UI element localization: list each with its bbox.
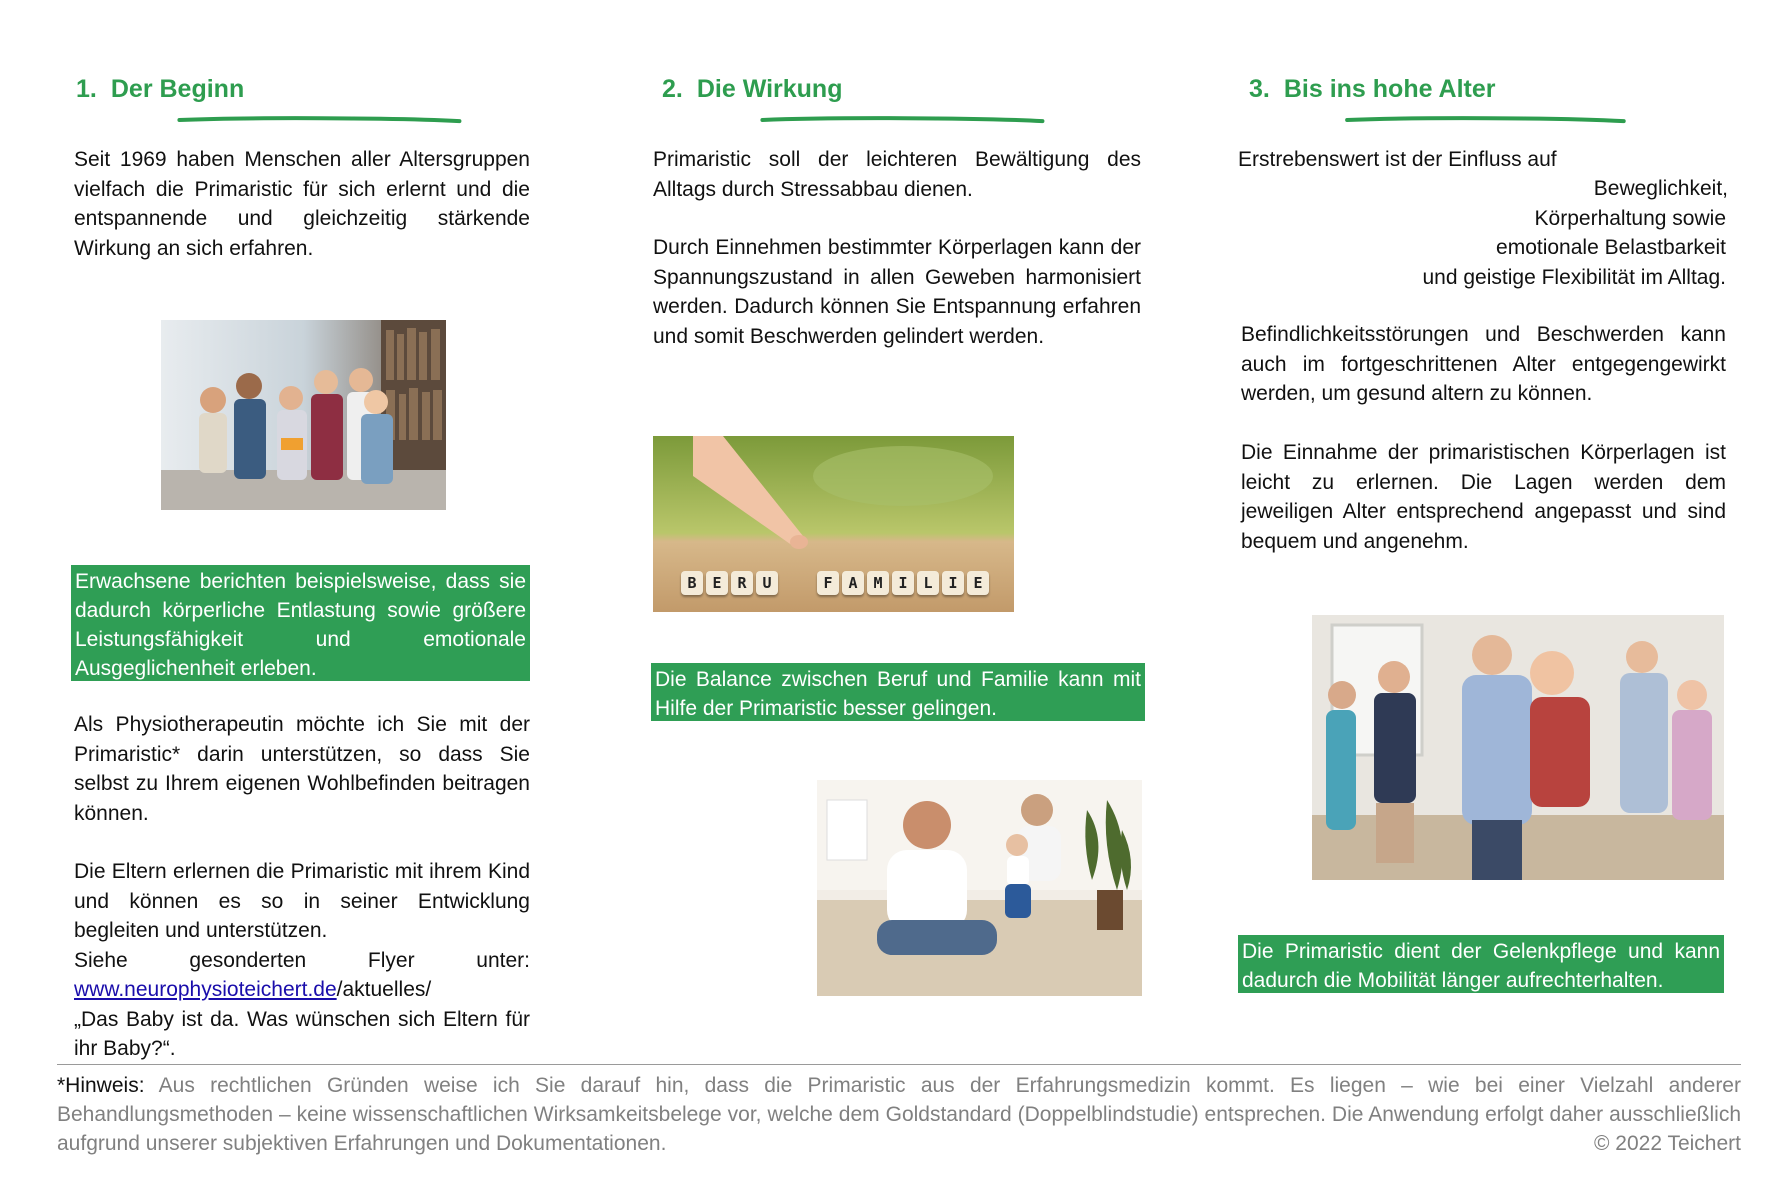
dice-letter: B (681, 571, 703, 595)
copyright-notice: © 2022 Teichert (1593, 1132, 1741, 1155)
section-3-title: Bis ins hohe Alter (1283, 75, 1496, 103)
section-2-heading (662, 75, 842, 104)
dice-word-2 (817, 571, 992, 595)
section-3-heading (1249, 75, 1495, 104)
list-item-belastbarkeit: emotionale Belastbarkeit (1496, 236, 1726, 259)
section-2-highlight-box: Die Balance zwischen Beruf und Familie kann mit Hilfe der Primaristic besser gelingen. (651, 663, 1145, 721)
section-1-highlight-box: Erwachsene berichten beispielsweise, dass sie dadurch körperliche Entlastung sowie größere Leistungsfähigkeit und emotionale Ausgeglichenheit erleben. (71, 565, 530, 681)
dice-letter: A (842, 571, 864, 595)
dice-letter: R (731, 571, 753, 595)
section-2-paragraph-1: Primaristic soll der leichteren Bewältigung des Alltags durch Stressabbau dienen. (653, 148, 1141, 201)
see-flyer-text: Siehe gesonderten Flyer unter: (74, 948, 530, 972)
dice-letter: E (706, 571, 728, 595)
list-item-beweglichkeit: Beweglichkeit, (1593, 177, 1728, 200)
parents-paragraph: Die Eltern erlernen die Primaristic mit ihrem Kind und können es so in seiner Entwicklung begleiten und unterstützen. (74, 860, 530, 942)
flyer-title: „Das Baby ist da. Was wünschen sich Eltern für ihr Baby?“. (74, 1007, 530, 1060)
section-1-physio-text: Als Physiotherapeutin möchte ich Sie mit der Primaristic* darin unterstützen, so dass Sie selbst zu Ihrem eigenen Wohlbefinden beitragen können. (74, 713, 530, 825)
section-3-paragraph-3: Die Einnahme der primaristischen Körperlagen ist leicht zu erlernen. Die Lagen werden dem jeweiligen Alter entsprechend angepasst und sind bequem und angenehm. (1241, 441, 1726, 553)
section-3-intro: Erstrebenswert ist der Einfluss auf (1238, 148, 1557, 171)
disclaimer-label: *Hinweis: (57, 1074, 145, 1097)
seniors-dancing-photo (1312, 615, 1724, 880)
section-3-underline (1241, 116, 1731, 124)
section-1-heading (76, 75, 244, 104)
website-link[interactable]: www.neurophysioteichert.de (74, 978, 337, 1001)
section-1-title: Der Beginn (110, 75, 245, 103)
section-3-number: 3. (1249, 75, 1270, 103)
disclaimer-text: Aus rechtlichen Gründen weise ich Sie darauf hin, dass die Primaristic aus der Erfahrungsmedizin kommt. Es liegen – wie bei einer Vielzahl anderer Behandlungsmethoden – keine wissenschaftlichen Wirksamkeitsbelege vor, welche dem Goldstandard (Doppelblindstudie) entsprechen. Die Anwendung erfolgt daher ausschließlich aufgrund unserer subjektiven Erfahrungen und Dokumentationen. (57, 1074, 1741, 1155)
website-link-suffix: /aktuelles/ (336, 978, 432, 1001)
dice-word-1 (681, 571, 781, 595)
dice-letter: I (892, 571, 914, 595)
list-item-flexibilitaet: und geistige Flexibilität im Alltag. (1422, 265, 1726, 289)
dice-row (681, 571, 992, 595)
group-of-young-people-photo (161, 320, 446, 510)
section-2-number: 2. (662, 75, 683, 103)
section-1-underline (72, 116, 568, 124)
dice-letter: F (817, 571, 839, 595)
dice-letter: M (867, 571, 889, 595)
section-2-paragraph-2: Durch Einnehmen bestimmter Körperlagen kann der Spannungszustand in allen Geweben harmonisiert werden. Dadurch können Sie Entspannung erfahren und somit Beschwerden gelindert werden. (653, 236, 1141, 348)
section-1-intro: Seit 1969 haben Menschen aller Altersgruppen vielfach die Primaristic für sich erlernt und die entspannende und gleichzeitig stärkende Wirkung an sich erfahren. (74, 148, 530, 260)
disclaimer-footer (57, 1064, 1741, 1158)
section-2-title: Die Wirkung (696, 75, 843, 103)
section-1-number: 1. (76, 75, 97, 103)
list-item-koerperhaltung: Körperhaltung sowie (1534, 206, 1726, 230)
dice-letter: I (942, 571, 964, 595)
section-2-underline (655, 116, 1151, 124)
family-with-baby-photo (817, 780, 1142, 996)
section-1-parents-text (74, 857, 530, 1064)
section-3-highlight-box: Die Primaristic dient der Gelenkpflege und kann dadurch die Mobilität länger aufrechterhalten. (1238, 935, 1724, 993)
dice-letter: E (967, 571, 989, 595)
dice-letter: U (756, 571, 778, 595)
section-3-list (1238, 174, 1726, 292)
section-3-paragraph-2: Befindlichkeitsstörungen und Beschwerden kann auch im fortgeschrittenen Alter entgegengewirkt werden, um gesund altern zu können. (1241, 323, 1726, 405)
dice-letter: L (917, 571, 939, 595)
beruf-familie-dice-photo (653, 436, 1014, 612)
